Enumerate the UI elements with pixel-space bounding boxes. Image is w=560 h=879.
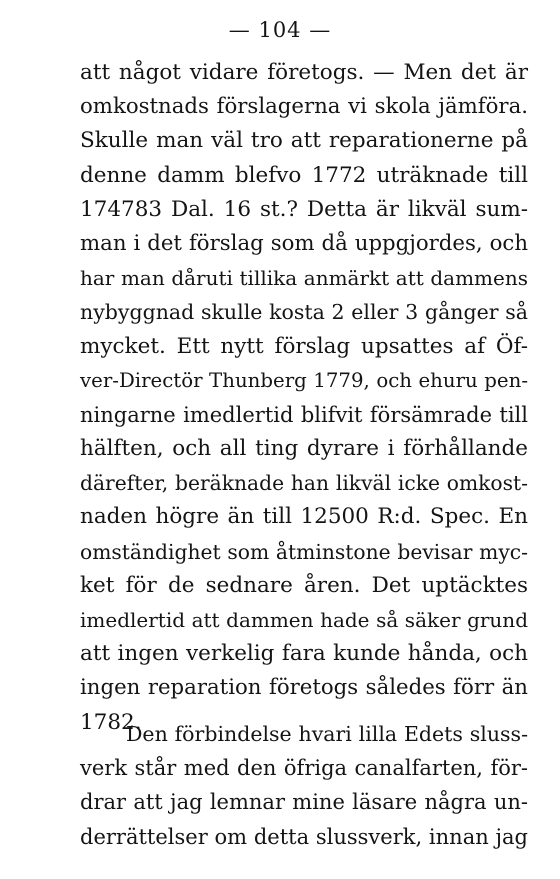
text-line: därefter, beräknade han likväl icke omkost- bbox=[80, 471, 528, 496]
text-line: denne damm blefvo 1772 uträknade till bbox=[80, 162, 528, 188]
text-line: omständighet som åtminstone bevisar myc- bbox=[80, 539, 528, 564]
text-line: 1782. bbox=[80, 709, 142, 735]
text-line: att något vidare företogs. — Men det är bbox=[80, 60, 528, 85]
text-line: mycket. Ett nytt förslag upsattes af Öf- bbox=[80, 333, 528, 359]
text-line: att ingen verkelig fara kunde hånda, och bbox=[80, 641, 528, 667]
text-line: imedlertid att dammen hade så säker grund bbox=[80, 608, 528, 632]
text-line: Den förbindelse hvari lilla Edets sluss- bbox=[126, 722, 528, 746]
text-line: 174783 Dal. 16 st.? Detta är likväl sum- bbox=[80, 196, 528, 222]
text-line: ingen reparation företogs således förr än bbox=[80, 675, 528, 701]
text-line: har man dåruti tillika anmärkt att dammens bbox=[80, 266, 528, 291]
text-line: derrättelser om detta slussverk, innan jag bbox=[80, 824, 528, 849]
text-line: hälften, och all ting dyrare i förhållande bbox=[80, 436, 528, 462]
text-line: ningarne imedlertid blifvit försämrade till bbox=[80, 402, 528, 427]
paragraph-dam-costs bbox=[80, 56, 528, 740]
text-line: verk står med den öfriga canalfarten, för- bbox=[80, 756, 528, 781]
text-line: omkostnads förslagerna vi skola jämföra. bbox=[80, 94, 528, 120]
page-number: — 104 — bbox=[228, 18, 332, 42]
text-line: naden högre än till 12500 R:d. Spec. En bbox=[80, 504, 528, 530]
paragraph-slussverk bbox=[80, 717, 528, 854]
text-line: man i det förslag som då uppgjordes, och bbox=[80, 230, 528, 256]
text-line: ver-Directör Thunberg 1779, och ehuru pen- bbox=[80, 368, 528, 392]
text-line: Skulle man väl tro att reparationerne på bbox=[80, 128, 528, 154]
text-line: nybyggnad skulle kosta 2 eller 3 gånger så bbox=[80, 300, 528, 325]
text-line: drar att jag lemnar mine läsare några un- bbox=[80, 790, 528, 815]
text-line: ket för de sednare åren. Det uptäcktes bbox=[80, 572, 528, 598]
